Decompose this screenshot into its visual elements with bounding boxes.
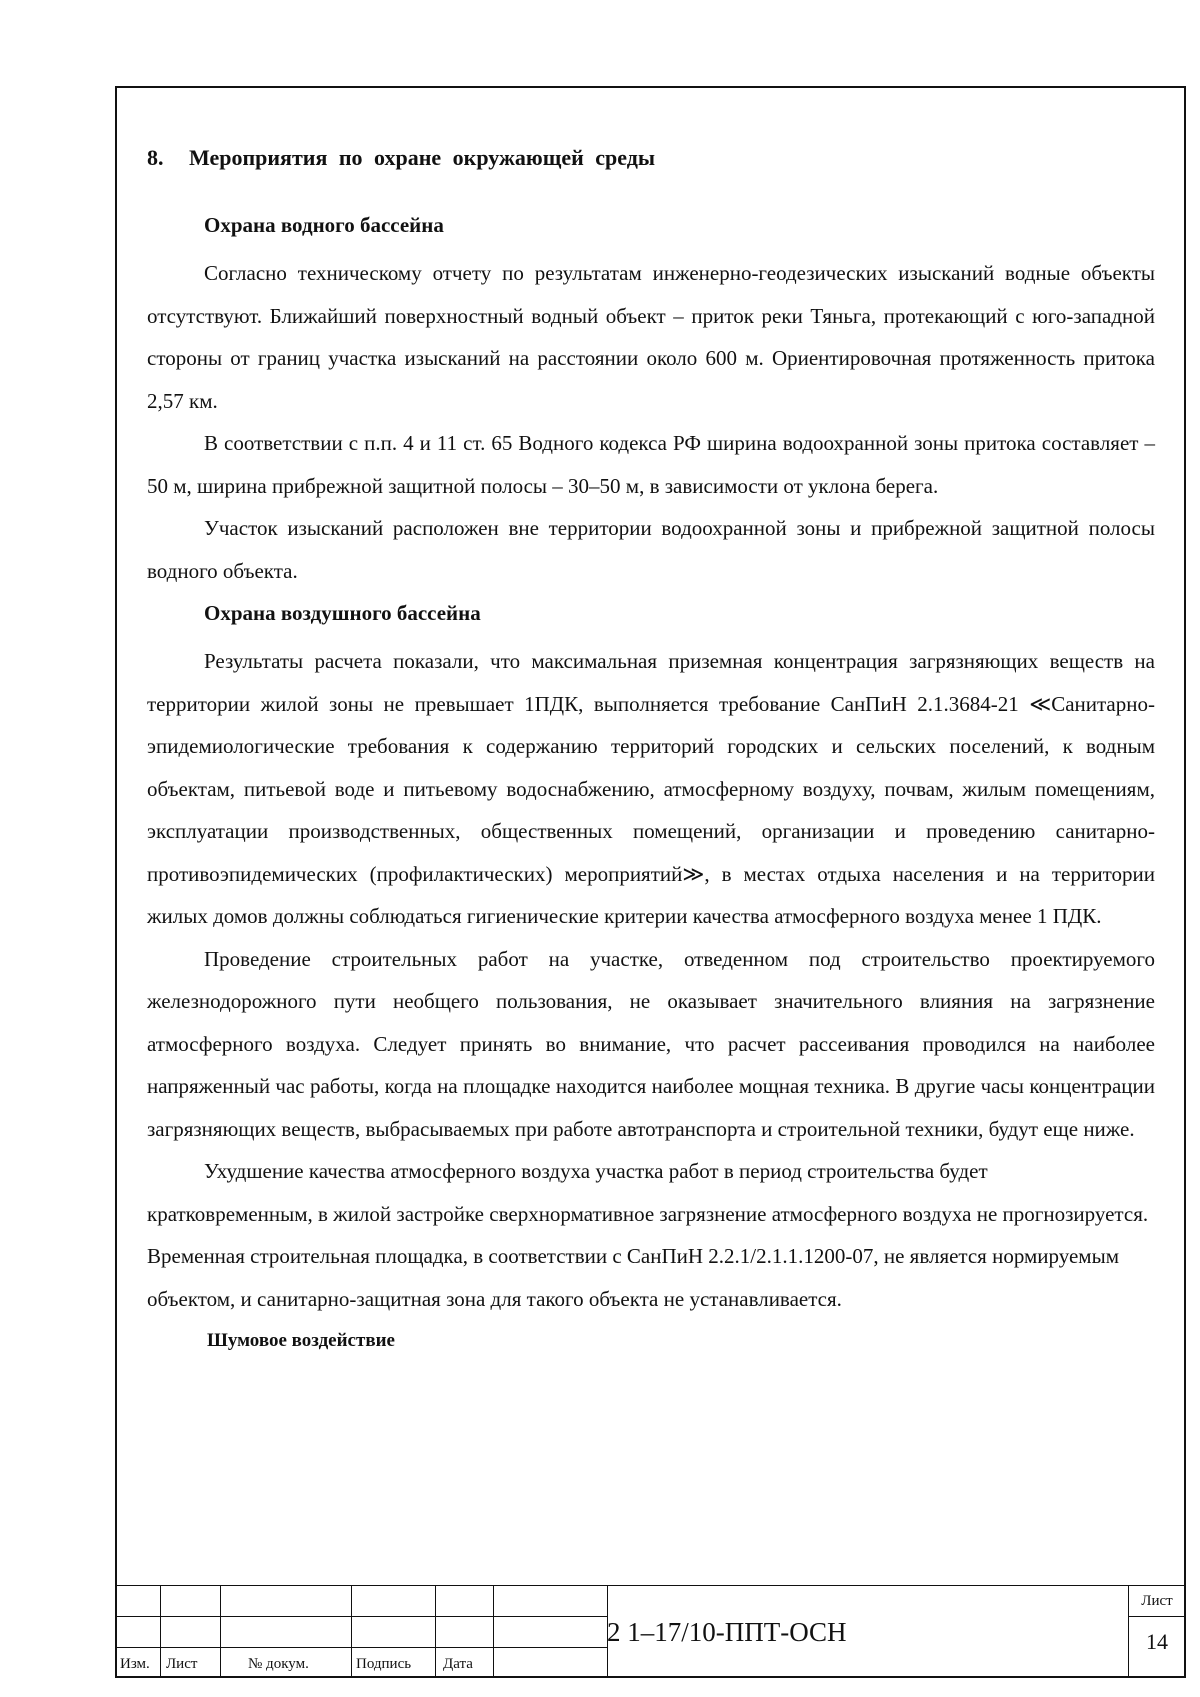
- sheet-number: 14: [1146, 1629, 1168, 1654]
- document-code: 2 1–17/10-ППТ-ОСН: [607, 1617, 847, 1647]
- section-number: 8.: [147, 145, 164, 170]
- stamp-vline-4: [435, 1585, 436, 1678]
- stamp-col-sign: Подпись: [356, 1656, 412, 1672]
- section-title: Мероприятия по охране окружающей среды: [189, 145, 656, 170]
- section-heading: [147, 136, 1155, 180]
- stamp-line-top: [115, 1585, 1186, 1586]
- air-heading: Охрана воздушного бассейна: [204, 601, 481, 625]
- stamp-line-row1: [115, 1616, 607, 1617]
- stamp-col-list: Лист: [166, 1656, 198, 1672]
- air-paragraph-1: Результаты расчета показали, что максимальная приземная концентрация загрязняющих веществ на территории жилой зоны не превышает 1ПДК, выполняется требование СанПиН 2.1.3684-21 ≪Санитарно-эпидемиологические требования к содержанию территорий городских и сельских поселений, к водным объектам, питьевой воде и питьевому водоснабжению, атмосферному воздуху, почвам, жилым помещениям, эксплуатации производственных, общественных помещений, организации и проведению санитарно-противоэпидемических (профилактических) мероприятий≫, в местах отдыха населения и на территории жилых домов должны соблюдаться гигиенические критерии качества атмосферного воздуха менее 1 ПДК.: [147, 649, 1155, 928]
- sheet-label: Лист: [1141, 1593, 1173, 1609]
- water-paragraph-1: Согласно техническому отчету по результатам инженерно-геодезических изысканий водные объекты отсутствуют. Ближайший поверхностный водный объект – приток реки Тяньга, протекающий с юго-западной стороны от границ участка изысканий на расстоянии около 600 м. Ориентировочная протяженность притока 2,57 км.: [147, 261, 1155, 413]
- water-paragraph-3: Участок изысканий расположен вне территории водоохранной зоны и прибрежной защитной полосы водного объекта.: [147, 516, 1155, 583]
- title-block: [115, 1585, 1186, 1678]
- stamp-col-izm: Изм.: [120, 1656, 150, 1672]
- stamp-line-row2: [115, 1647, 607, 1648]
- stamp-vline-2: [220, 1585, 221, 1678]
- document-body: [147, 136, 1155, 1362]
- stamp-vline-1: [160, 1585, 161, 1678]
- air-paragraph-3: Ухудшение качества атмосферного воздуха участка работ в период строительства будет кратковременным, в жилой застройке сверхнормативное загрязнение атмосферного воздуха не прогнозируется. Временная строительная площадка, в соответствии с СанПиН 2.2.1/2.1.1.1200-07, не является нормируемым объектом, и санитарно-защитная зона для такого объекта не устанавливается.: [147, 1159, 1149, 1311]
- stamp-vline-5: [493, 1585, 494, 1678]
- noise-heading: Шумовое воздействие: [207, 1330, 395, 1351]
- stamp-col-doc: № докум.: [248, 1656, 309, 1672]
- water-heading: Охрана водного бассейна: [204, 213, 444, 237]
- air-paragraph-2: Проведение строительных работ на участке, отведенном под строительство проектируемого железнодорожного пути необщего пользования, не оказывает значительного влияния на загрязнение атмосферного воздуха. Следует принять во внимание, что расчет рассеивания проводился на наиболее напряженный час работы, когда на площадке находится наиболее мощная техника. В другие часы концентрации загрязняющих веществ, выбрасываемых при работе автотранспорта и строительной техники, будут еще ниже.: [147, 946, 1155, 1141]
- stamp-col-date: Дата: [443, 1656, 473, 1672]
- water-paragraph-2: В соответствии с п.п. 4 и 11 ст. 65 Водного кодекса РФ ширина водоохранной зоны притока составляет – 50 м, ширина прибрежной защитной полосы – 30–50 м, в зависимости от уклона берега.: [147, 431, 1155, 498]
- stamp-vline-3: [351, 1585, 352, 1678]
